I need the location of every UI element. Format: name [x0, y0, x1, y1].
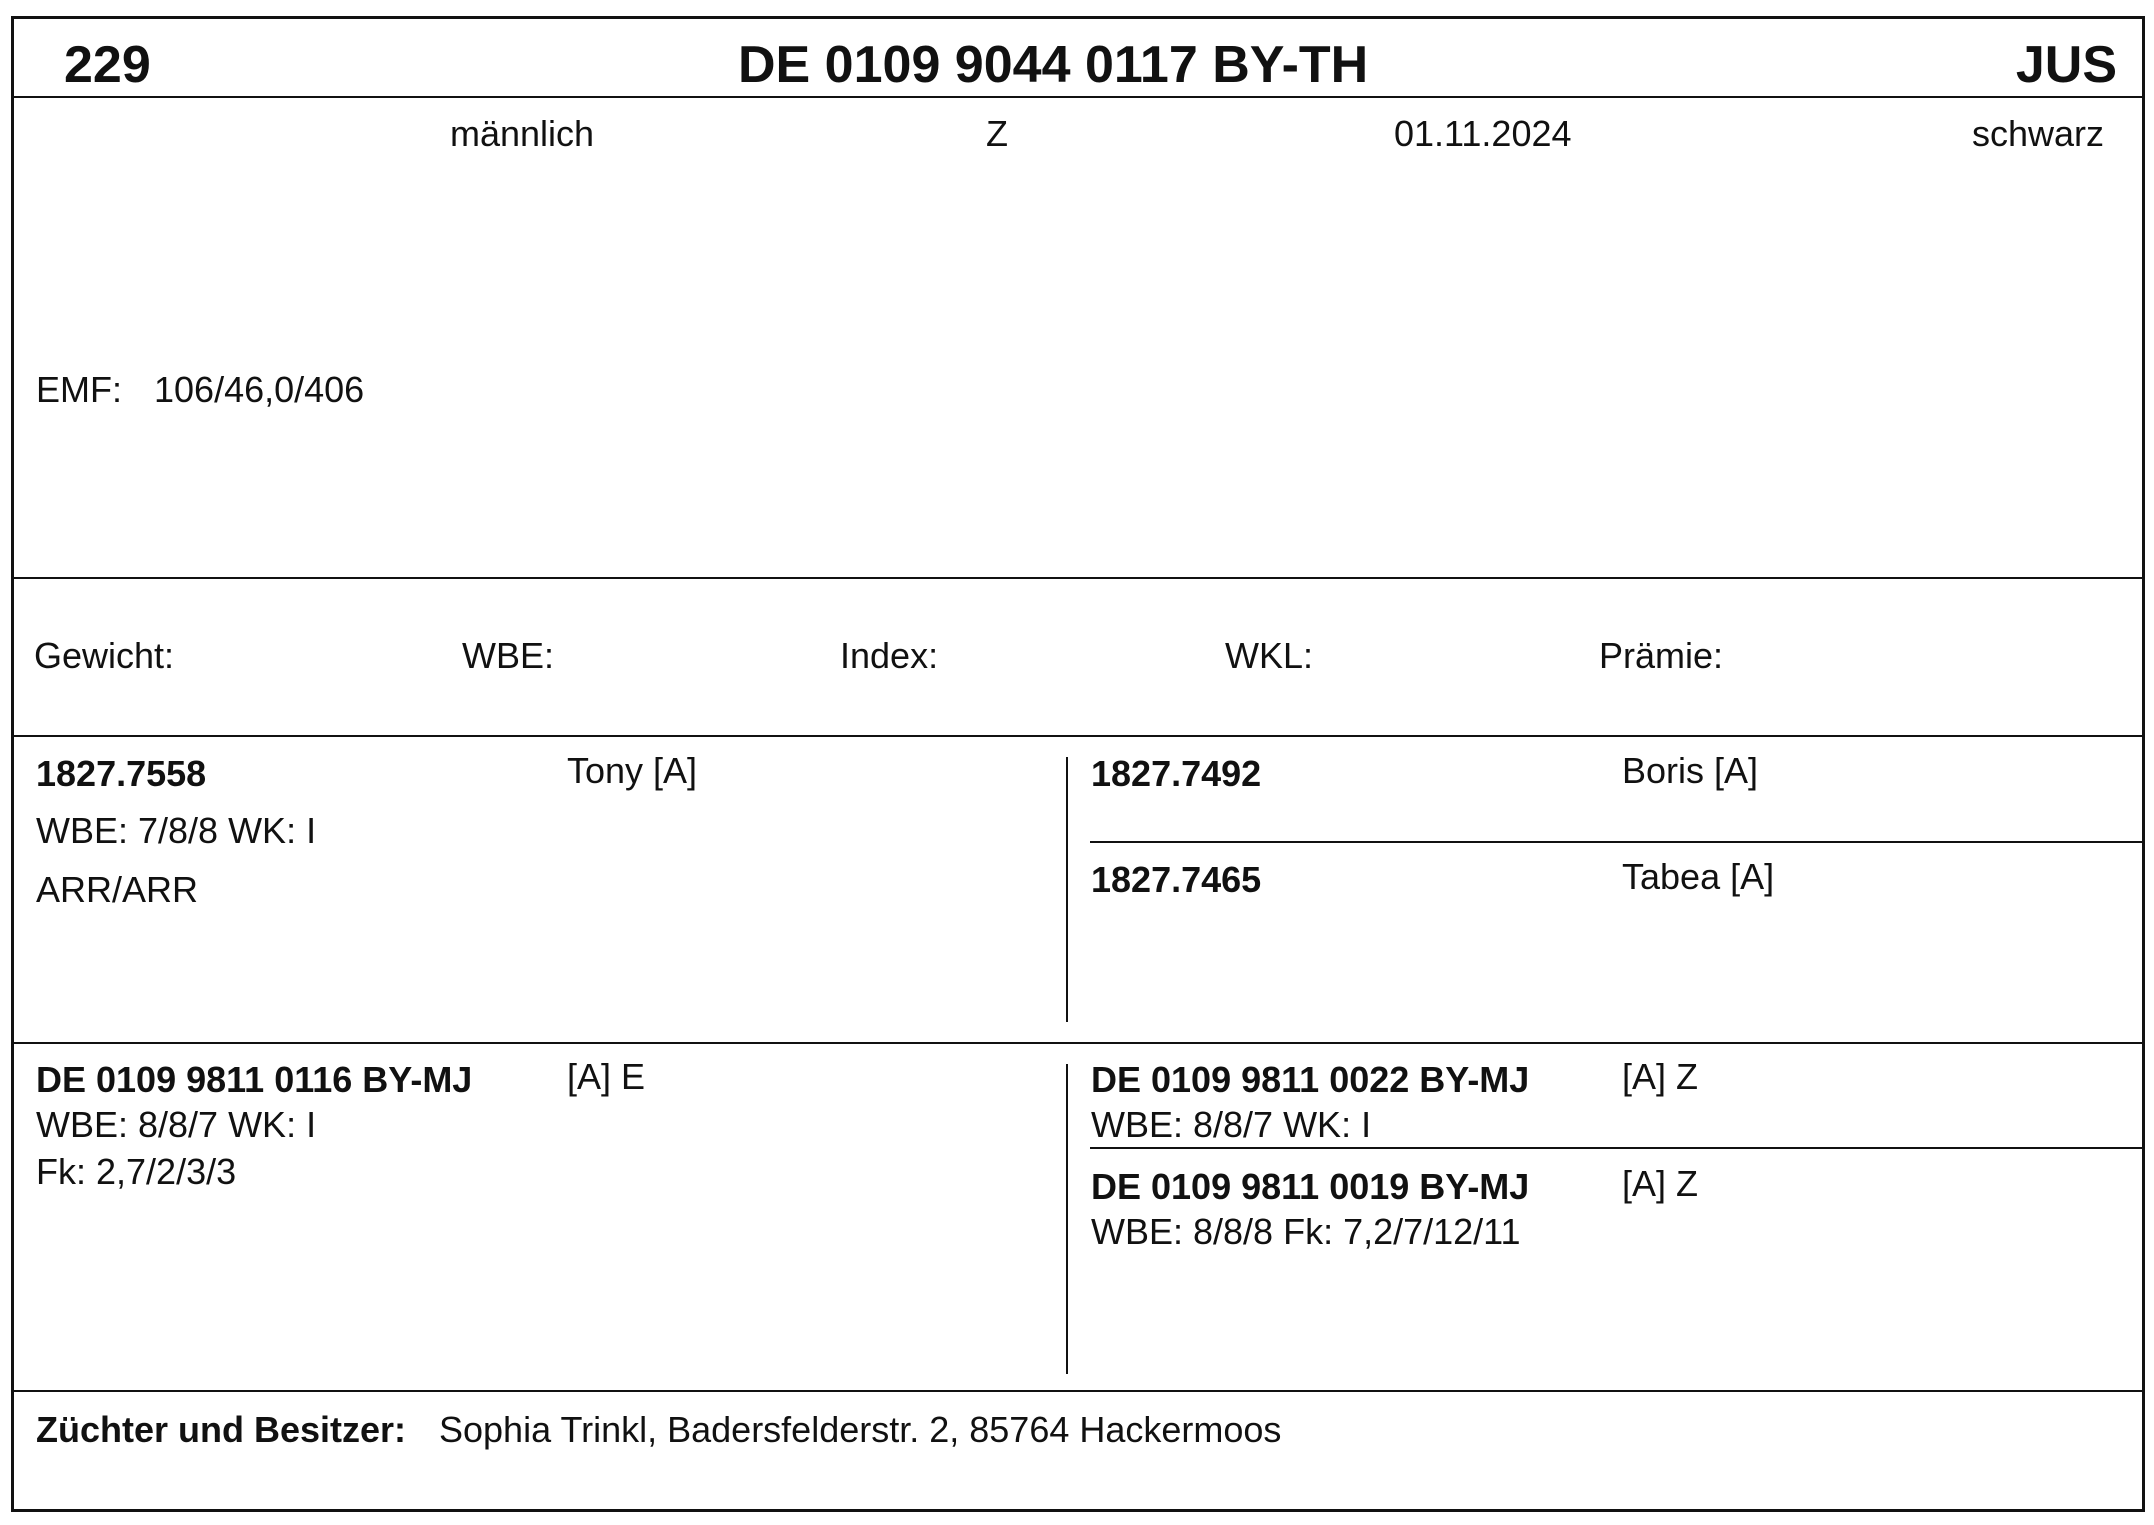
maternal-grand-divider: [1090, 1147, 2142, 1149]
evaluation-divider: [14, 735, 2142, 737]
emf-label: EMF:: [36, 369, 122, 410]
emf-divider: [14, 577, 2142, 579]
sex: männlich: [450, 113, 595, 154]
father-line2: ARR/ARR: [36, 869, 199, 910]
wkl-label: WKL:: [1225, 635, 1314, 676]
maternal-grandfather-line1: WBE: 8/8/7 WK: I: [1091, 1104, 1372, 1145]
mother-line2: Fk: 2,7/2/3/3: [36, 1151, 237, 1192]
breeder-label: Züchter und Besitzer:: [36, 1409, 407, 1450]
header-divider: [14, 96, 2142, 98]
paternal-grandmother-id: 1827.7465: [1091, 859, 1262, 900]
maternal-grandmother-tag: [A] Z: [1622, 1163, 1699, 1204]
paternal-grandfather-id: 1827.7492: [1091, 753, 1262, 794]
father-section-divider: [14, 1042, 2142, 1044]
mother-column-divider: [1066, 1064, 1068, 1374]
birth-date: 01.11.2024: [1394, 113, 1572, 154]
paternal-grandmother-name: Tabea [A]: [1622, 856, 1775, 897]
father-id: 1827.7558: [36, 753, 207, 794]
weight-label: Gewicht:: [34, 635, 175, 676]
father-column-divider: [1066, 757, 1068, 1022]
wbe-label: WBE:: [462, 635, 555, 676]
emf-value: 106/46,0/406: [154, 369, 365, 410]
mother-id: DE 0109 9811 0116 BY-MJ: [36, 1059, 473, 1100]
father-line1: WBE: 7/8/8 WK: I: [36, 810, 317, 851]
paternal-grand-divider: [1090, 841, 2142, 843]
animal-type: Z: [986, 113, 1008, 154]
mother-tag: [A] E: [567, 1056, 646, 1097]
pedigree-card: [11, 16, 2145, 1512]
father-name: Tony [A]: [567, 750, 698, 791]
praemie-label: Prämie:: [1599, 635, 1724, 676]
maternal-grandfather-id: DE 0109 9811 0022 BY-MJ: [1091, 1059, 1530, 1100]
paternal-grandfather-name: Boris [A]: [1622, 750, 1759, 791]
breeder-value: Sophia Trinkl, Badersfelderstr. 2, 85764 Hackermoos: [439, 1409, 1282, 1450]
breed-code: JUS: [2015, 36, 2117, 94]
maternal-grandmother-line1: WBE: 8/8/8 Fk: 7,2/7/12/11: [1091, 1211, 1521, 1252]
maternal-grandmother-id: DE 0109 9811 0019 BY-MJ: [1091, 1166, 1530, 1207]
index-label: Index:: [840, 635, 939, 676]
mother-line1: WBE: 8/8/7 WK: I: [36, 1104, 317, 1145]
catalog-number: 229: [64, 36, 151, 94]
color: schwarz: [1971, 113, 2104, 154]
mother-section-divider: [14, 1390, 2142, 1392]
ring-number: DE 0109 9044 0117 BY-TH: [738, 36, 1369, 94]
maternal-grandfather-tag: [A] Z: [1622, 1056, 1699, 1097]
